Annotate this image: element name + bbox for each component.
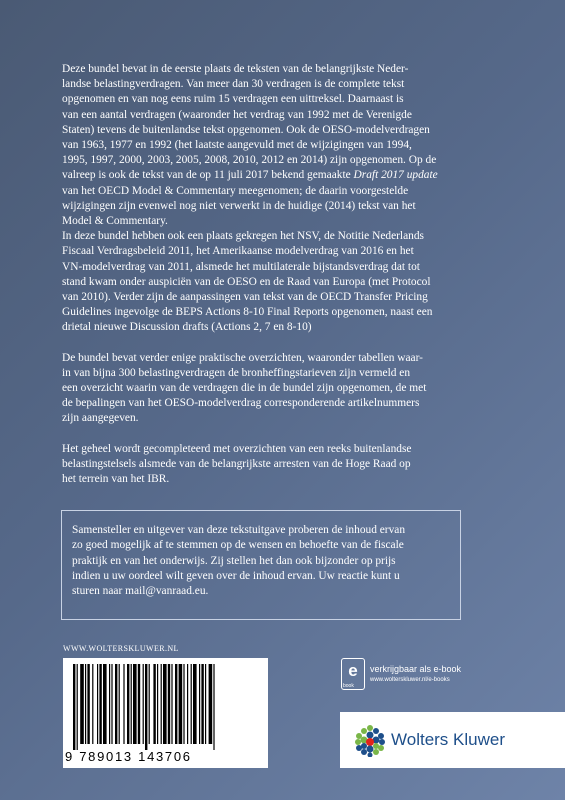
logo-dot: [373, 728, 379, 734]
barcode-bar: [205, 664, 206, 744]
barcode-bar: [209, 664, 213, 744]
ebook-icon-letter: e: [348, 661, 358, 680]
barcode-bar: [73, 664, 75, 750]
line: In deze bundel hebben ook een plaats gekregen het NSV, de Notitie Nederlands: [62, 230, 424, 243]
barcode-bar: [97, 664, 98, 744]
barcode-bar: [191, 664, 192, 744]
line: Het geheel wordt gecompleteerd met overzichten van een reeks buitenlandse: [62, 442, 412, 455]
barcode-bar: [163, 664, 167, 744]
publisher-website: WWW.WOLTERSKLUWER.NL: [63, 644, 179, 653]
line: van 1963, 1977 en 1992 (het laatste aangevuld met de wijzigingen van 1994,: [62, 139, 412, 152]
logo-dot: [367, 746, 374, 753]
line: stand kwam onder auspiciën van de OESO en de Raad van Europa (met Protocol: [62, 275, 431, 288]
line: belastingstelsels alsmede van de belangrijkste arresten van de Hoge Raad op: [62, 457, 411, 470]
barcode-bar: [111, 664, 112, 744]
line: het terrein van het IBR.: [62, 473, 170, 486]
ebook-icon: [341, 658, 365, 690]
barcode-bar: [153, 664, 155, 744]
line: Staten) tevens de buitenlandse tekst opgenomen. Ook de OESO-modelverdragen: [62, 123, 430, 136]
line: van een aantal verdragen (waaronder het verdrag van 1992 met de Verenigde: [62, 108, 412, 121]
barcode-bar: [133, 664, 137, 744]
barcode-bar: [175, 664, 177, 744]
barcode-bar: [92, 664, 93, 744]
ebook-url: www.wolterskluwer.nl/e-books: [370, 677, 450, 683]
line: wijzigingen zijn evenwel nog niet verwerkt in de huidige (2014) tekst van het: [62, 199, 416, 212]
barcode-bar: [123, 664, 124, 744]
line: Deze bundel bevat in de eerste plaats de teksten van de belangrijkste Neder-: [62, 63, 409, 75]
line: praktijk en van het onderwijs. Zij stellen het dan ook bijzonder op prijs: [72, 554, 396, 567]
barcode-bar: [201, 664, 203, 744]
barcode-bar: [85, 664, 86, 744]
barcode-bar: [157, 664, 158, 744]
line: Samensteller en uitgever van deze tekstuitgave proberen de inhoud ervan: [72, 524, 406, 536]
barcode-bar: [115, 664, 117, 744]
line: VN-modelverdrag van 2011, alsmede het multilaterale bijstandsverdrag dat tot: [62, 260, 420, 273]
barcode-bar: [179, 664, 183, 744]
barcode-bar: [127, 664, 129, 744]
logo-dot: [355, 739, 361, 745]
barcode-bar: [103, 664, 107, 744]
logo-dot: [378, 745, 384, 751]
line: opgenomen en van nog eens ruim 15 verdragen een uittreksel. Daarnaast is: [62, 93, 404, 106]
barcode-bar: [168, 664, 170, 744]
barcode-bar: [145, 664, 147, 750]
line: zijn aangegeven.: [62, 412, 139, 425]
barcode-bar: [149, 664, 150, 744]
barcode-bar: [87, 664, 89, 744]
barcode-bar: [143, 664, 144, 744]
barcode-bar: [193, 664, 197, 744]
line: zo goed mogelijk af te stemmen op de wensen en behoefte van de fiscale: [72, 539, 404, 552]
logo-dot: [367, 732, 374, 739]
barcode-bar: [80, 664, 84, 744]
line: valreep is ook de tekst van de op 11 juli 2017 bekend gemaakte: [62, 169, 354, 182]
draft-update-title: Draft 2017 update: [353, 169, 438, 182]
ebook-icon-label: book: [343, 683, 354, 689]
feedback-notice-box: [61, 510, 461, 620]
logo-dot: [373, 749, 379, 755]
barcode-bar: [187, 664, 188, 744]
logo-dot: [361, 728, 367, 734]
logo-dot: [367, 725, 373, 731]
logo-dot: [366, 738, 374, 746]
paragraph-overviews: [62, 351, 502, 427]
line: van het OECD Model & Commentary meegenomen; de daarin voorgestelde: [62, 184, 409, 197]
line: landse belastingverdragen. Van meer dan 30 verdragen is de complete tekst: [62, 78, 405, 91]
barcode-bar: [131, 664, 132, 744]
line: in van bijna 300 belastingverdragen de bronheffingstarieven zijn vermeld en: [62, 366, 411, 379]
barcode-bar: [77, 664, 78, 750]
isbn-barcode: [63, 658, 268, 768]
paragraph-additions: [62, 229, 502, 335]
line: een overzicht waarin van de verdragen die in de bundel zijn opgenomen, de met: [62, 382, 427, 395]
paragraph-contents: [62, 62, 502, 229]
line: Fiscaal Verdragsbeleid 2011, het Amerikaanse modelverdrag van 2016 en het: [62, 245, 414, 258]
barcode-bar: [171, 664, 172, 744]
line: De bundel bevat verder enige praktische overzichten, waaronder tabellen waar-: [62, 351, 423, 364]
line: van 2010). Verder zijn de aanpassingen van tekst van de OECD Transfer Pricing: [62, 291, 428, 304]
line: de bepalingen van het OESO-modelverdrag corresponderende artikelnummers: [62, 397, 420, 410]
logo-dot: [361, 743, 367, 749]
ebook-availability: verkrijgbaar als e-book: [370, 664, 462, 674]
wolters-kluwer-mark-icon: [354, 725, 386, 757]
publisher-logo: [340, 712, 565, 768]
barcode-bar: [109, 664, 110, 744]
barcode-bar: [99, 664, 101, 744]
barcode-bar: [161, 664, 162, 744]
line: indien u uw oordeel wilt geven over de inhoud ervan. Uw reactie kunt u: [72, 569, 400, 582]
line: Guidelines ingevolge de BEPS Actions 8-10 Final Reports opgenomen, naast een: [62, 306, 433, 319]
line: Model & Commentary.: [62, 215, 168, 228]
logo-dot: [368, 753, 373, 758]
barcode-bar: [138, 664, 140, 744]
barcode-bars: [69, 664, 262, 750]
paragraph-completion: [62, 442, 502, 488]
logo-dot: [379, 739, 385, 745]
blurb: [62, 62, 502, 487]
logo-dot: [361, 749, 367, 755]
publisher-name: Wolters Kluwer: [391, 730, 505, 749]
barcode-bar: [213, 664, 214, 750]
line: 1995, 1997, 2000, 2003, 2005, 2008, 2010, 2012 en 2014) zijn opgenomen. Op de: [62, 154, 437, 167]
line: sturen naar mail@vanraad.eu.: [72, 585, 209, 598]
line: drietal nieuwe Discussion drafts (Actions 2, 7 en 8-10): [62, 321, 312, 334]
isbn-digits: 9 789013 143706: [65, 749, 192, 764]
barcode-bar: [199, 664, 200, 744]
barcode-bar: [119, 664, 120, 744]
barcode-bar: [183, 664, 184, 744]
